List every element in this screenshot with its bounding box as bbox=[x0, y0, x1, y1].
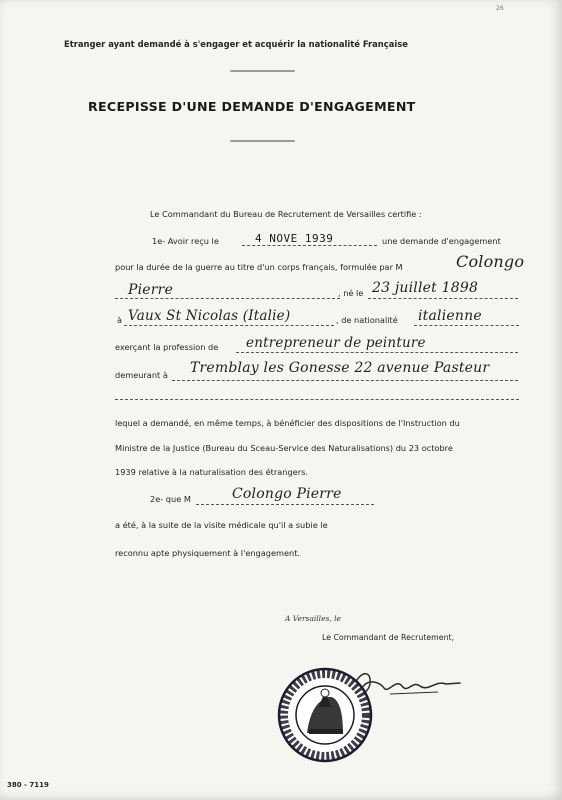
official-stamp bbox=[277, 667, 373, 763]
fit-line: reconnu apte physiquement à l'engagement. bbox=[115, 548, 301, 558]
birth-date: 23 juillet 1898 bbox=[372, 280, 479, 296]
date-received-underline bbox=[242, 245, 377, 246]
item2-name: Colongo Pierre bbox=[232, 486, 342, 502]
header-rule-bottom bbox=[230, 140, 295, 142]
para-line-2: Ministre de la Justice (Bureau du Sceau-Service des Naturalisations) du 23 octobre bbox=[115, 443, 453, 453]
profession-label: exerçant la profession de bbox=[115, 342, 219, 352]
nationality-underline bbox=[414, 325, 519, 326]
duration-line: pour la durée de la guerre au titre d'un corps français, formulée par M bbox=[115, 262, 403, 272]
nationality: italienne bbox=[418, 308, 482, 324]
applicant-surname: Colongo bbox=[456, 252, 525, 271]
residence: Tremblay les Gonesse 22 avenue Pasteur bbox=[190, 360, 490, 376]
place-date-line: A Versailles, le bbox=[285, 614, 341, 623]
profession-underline bbox=[236, 352, 518, 353]
visit-line: a été, à la suite de la visite médicale qu'il a subie le bbox=[115, 520, 328, 530]
date-received: 4 NOVE 1939 bbox=[255, 232, 334, 245]
birthplace-underline bbox=[124, 325, 334, 326]
official-stamp-seal bbox=[277, 667, 373, 763]
para-line-1: lequel a demandé, en même temps, à bénéficier des dispositions de l'Instruction du bbox=[115, 418, 460, 428]
item1-prefix: 1e- Avoir reçu le bbox=[152, 236, 219, 246]
nationality-label: , de nationalité bbox=[336, 315, 398, 325]
item2-prefix: 2e- que M bbox=[150, 494, 191, 504]
item2-underline bbox=[196, 504, 374, 505]
document-title: RECEPISSE D'UNE DEMANDE D'ENGAGEMENT bbox=[88, 99, 416, 114]
born-label: , né le bbox=[338, 288, 364, 298]
applicant-firstname: Pierre bbox=[128, 282, 174, 298]
header-line: Etranger ayant demandé à s'engager et acquérir la nationalité Française bbox=[64, 39, 408, 49]
signatory-line: Le Commandant de Recrutement, bbox=[322, 633, 455, 642]
intro-line: Le Commandant du Bureau de Recrutement de Versailles certifie : bbox=[150, 209, 422, 219]
header-rule-top bbox=[230, 70, 295, 72]
blank-line bbox=[115, 399, 519, 400]
a-label: à bbox=[117, 315, 123, 325]
form-number: 380 - 7119 bbox=[7, 781, 49, 789]
residence-label: demeurant à bbox=[115, 370, 168, 380]
corner-ref: 26 bbox=[496, 5, 504, 12]
item1-suffix: une demande d'engagement bbox=[382, 236, 501, 246]
birthplace: Vaux St Nicolas (Italie) bbox=[128, 308, 291, 324]
birth-date-underline bbox=[368, 298, 518, 299]
profession: entrepreneur de peinture bbox=[246, 335, 426, 351]
residence-underline bbox=[172, 380, 518, 381]
firstname-underline bbox=[115, 298, 340, 299]
para-line-3: 1939 relative à la naturalisation des étrangers. bbox=[115, 467, 308, 477]
